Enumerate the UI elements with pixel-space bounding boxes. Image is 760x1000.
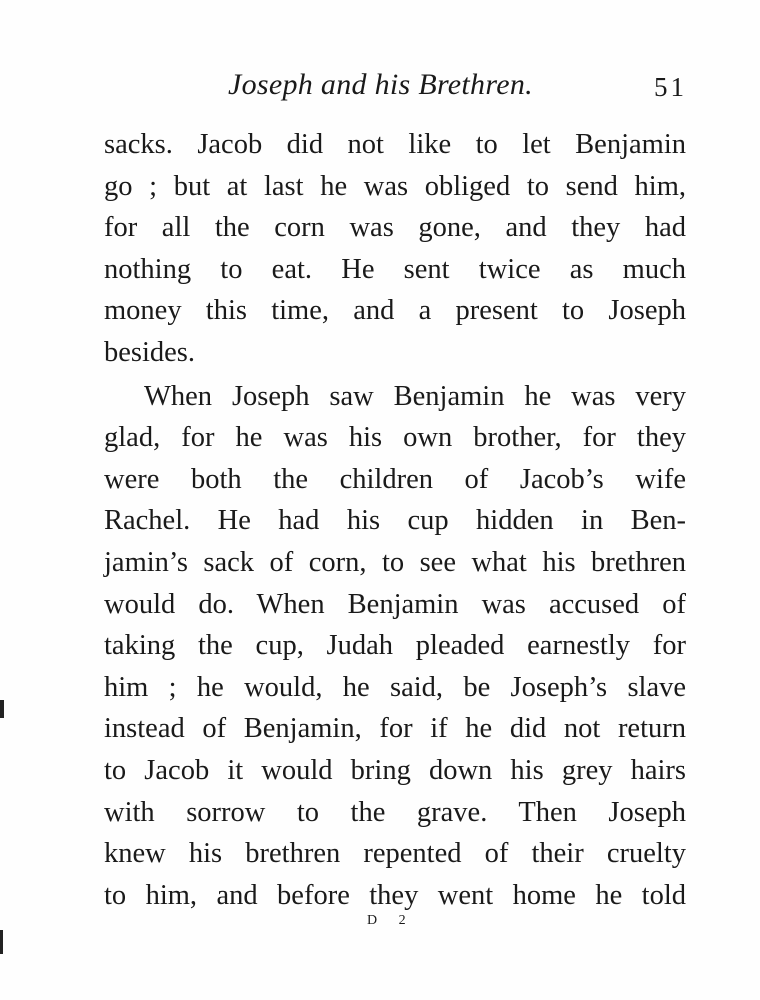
text-line: to him, and before they went home he told [104, 879, 686, 911]
text-line: besides. [104, 336, 196, 368]
text-line: taking the cup, Judah pleaded earnestly for [104, 630, 686, 662]
running-head [0, 68, 760, 112]
text-line: nothing to eat. He sent twice as much [104, 253, 686, 285]
page-number: 51 [654, 72, 687, 102]
scan-edge-mark [0, 930, 3, 954]
signature-mark: D 2 [367, 913, 415, 928]
text-line: money this time, and a present to Joseph [104, 295, 686, 327]
text-line: for all the corn was gone, and they had [104, 212, 686, 244]
body-text [104, 124, 686, 916]
text-line: sacks. Jacob did not like to let Benjamin [104, 129, 686, 160]
text-line: would do. When Benjamin was accused of [104, 588, 686, 620]
text-line: instead of Benjamin, for if he did not return [104, 713, 686, 745]
text-line: were both the children of Jacob’s wife [104, 463, 686, 495]
text-line: Rachel. He had his cup hidden in Ben- [104, 505, 686, 537]
text-line: to Jacob it would bring down his grey hairs [104, 754, 686, 786]
text-line: glad, for he was his own brother, for they [104, 422, 686, 454]
running-title: Joseph and his Brethren. [228, 68, 533, 101]
scan-edge-mark [0, 700, 4, 718]
text-line: him ; he would, he said, be Joseph’s slave [104, 671, 686, 703]
text-line: jamin’s sack of corn, to see what his brethren [104, 546, 686, 578]
text-line: knew his brethren repented of their cruelty [104, 838, 686, 870]
text-line: When Joseph saw Benjamin he was very [144, 380, 686, 412]
text-line: go ; but at last he was obliged to send him, [104, 170, 686, 202]
text-line: with sorrow to the grave. Then Joseph [104, 796, 686, 828]
